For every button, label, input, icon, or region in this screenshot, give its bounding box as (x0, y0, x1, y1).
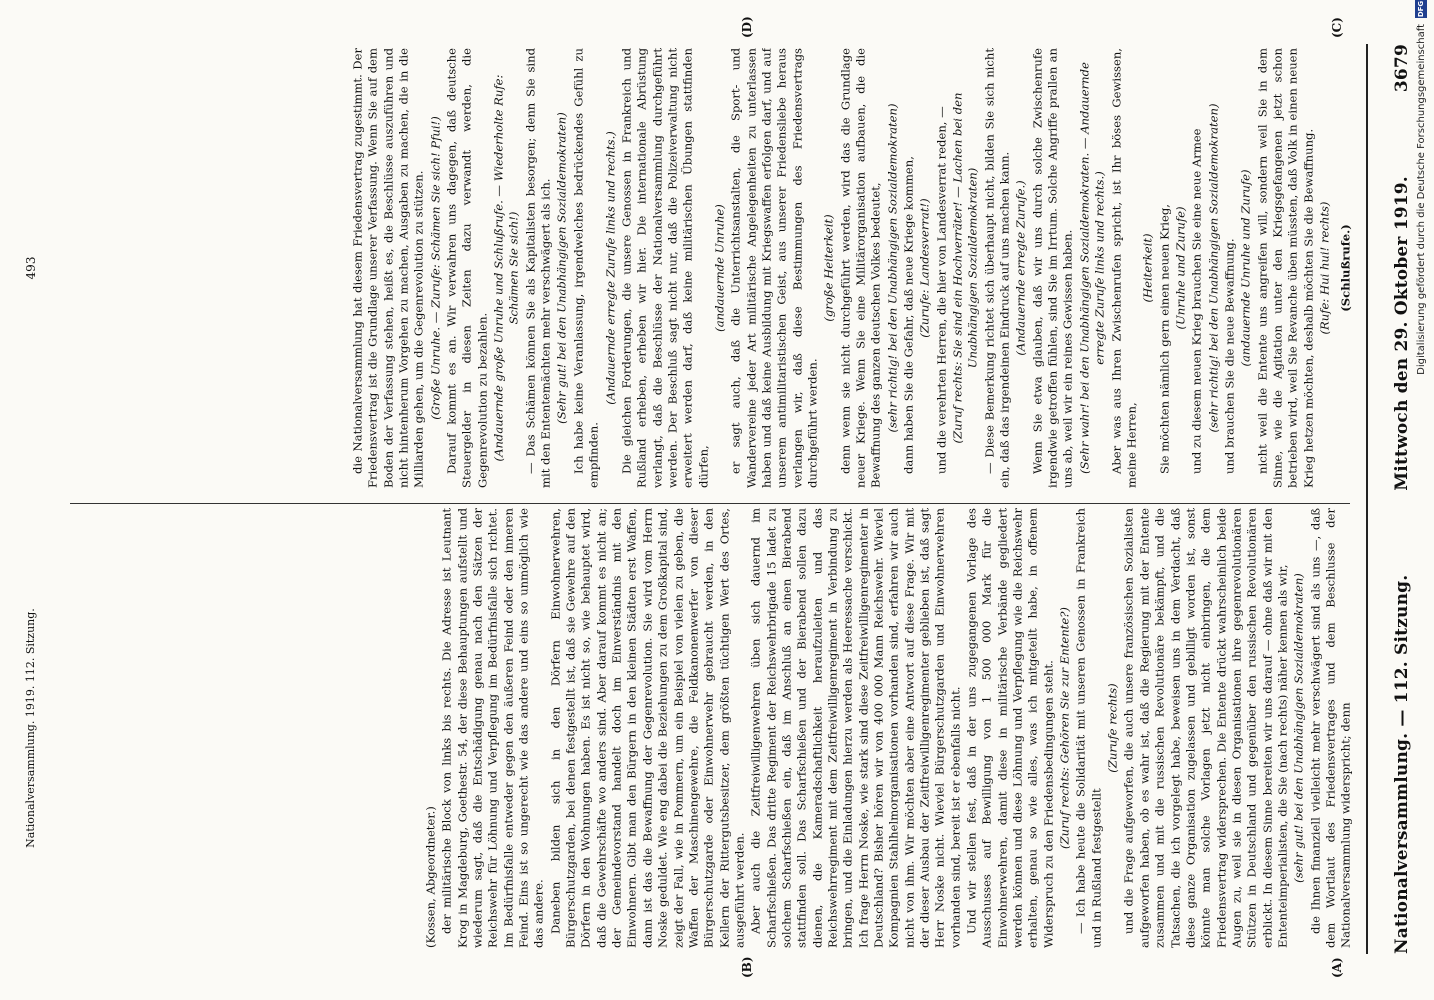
speaker-name: (Kossen, Abgeordneter.) (423, 806, 438, 948)
left-text-column (64, 508, 1354, 948)
paragraph: Wenn Sie etwa glauben, daß wir uns durch solche Zwischenrufe irgendwie getroffen fühlen, sind Sie im Irrtum. Solche Angriffe prallen an uns ab, weil wir ein reines Gewissen haben. (1030, 48, 1075, 488)
paragraph: Aber was aus Ihren Zwischenrufen spricht, ist Ihr böses Gewissen, meine Herren, (1108, 48, 1139, 488)
paragraph: Aber auch die Zeitfreiwilligenwehren üben sich dauernd im Scharfschießen. Das dritte Regiment der Reichswehrbrigade 15 ladet zu solchem Scharfschießen ein, daß im Anschluß an einen Bierabend stattfinden soll. Das Scharfschießen und der Bierabend sollen dazu dienen, die Kameradschaftlichkeit heraufzuleiten und das Reichswehrregiment mit dem Zeitfreiwilligenregiment in Verbindung zu bringen, und die Einladungen hierzu werden als Heeressache verschickt. Ich frage Herrn Noske, wie stark sind diese Zeitfreiwilligenregimenter in Deutschland? Bisher hören wir von 400 000 Mann Reichswehr. Wieviel Kompagnien Stahlhelmorganisationen vorhanden sind, erfahren wir auch nicht von ihm. Wir möchten aber eine Antwort auf diese Frage. Wir mit der dieser Ausbau der Zeitfreiwilligenregimenter geblieben ist, daß sagt Herr Noske nicht. Wieviel Bürgerschutzgarden und Einwohnerwehren vorhanden sind, bereit ist er ebenfalls nicht. (748, 508, 963, 948)
closing-remark: (Schlußrufe.) (1338, 224, 1353, 312)
paragraph: Die gleichen Forderungen, die unsere Genossen in Frankreich und Rußland erheben, erheben wir hier. Die internationale Abrüstung verlangt, daß die Beschlüsse der Nationalversammlung durchgeführt werden. Der Beschluß sagt nicht nur, daß die Polizeiverwaltung nicht erweitert werden darf, daß keine militärischen Übungen stattfinden dürfen, (619, 48, 710, 488)
margin-mark-d: (D) (740, 16, 754, 38)
paragraph: — Ich habe heute die Solidarität mit unseren Genossen in Frankreich und in Rußland festgestellt (1073, 508, 1104, 948)
interjection: (Rufe: Hui hui! rechts) (1317, 201, 1332, 335)
interjection: (Andauernde große Unruhe und Schlußrufe. — Wiederholte Rufe: Schämen Sie sich!) (491, 74, 521, 462)
paragraph: der militärische Block von links bis rechts. Die Adresse ist Leutnant Krog in Magdeburg, Goethestr. 54, der diese Behauptungen aufstellt und wiederum sagt, daß die Entschädigung genau nach den Sätzen der Reichswehr für Löhnung und Verpflegung im Bedürfnisfalle sich richtet. Im Bedürfnisfalle entweder gegen den äußeren Feind oder den inneren Feind. Eins ist so ungerecht wie das andere und eins so unmöglich wie das andere. (439, 508, 546, 948)
side-credit-strip (1405, 0, 1429, 1000)
paragraph: und zu diesem neuen Krieg brauchen Sie eine neue Armee (1189, 128, 1204, 474)
paragraph: Und wir stellen fest, daß in der uns zugegangenen Vorlage des Ausschusses auf Bewilligung von 1 500 000 Mark für die Einwohnerwehren, damit diese in militärische Verbände gegliedert werden können und diese Löhnung und Verpflegung wie die Reichswehr erhalten, genau so wie alles, was ich mitgeteilt habe, in offenem Widerspruch zu den Friedensbedingungen steht. (964, 508, 1056, 948)
interjection: (Zurufe rechts) (1105, 683, 1120, 773)
paragraph: Sie möchten nämlich gern einen neuen Krieg, (1156, 204, 1171, 474)
paragraph: und brauchen Sie die neue Bewaffnung. (1222, 238, 1237, 474)
interjection: (Zuruf rechts: Sie sind ein Hochverräter! — Lachen bei den Unabhängigen Sozialdemokraten) (950, 92, 980, 444)
paragraph: und die verehrten Herren, die hier von Landesverrat reden, — (934, 106, 949, 474)
interjection: (sehr gut! bei den Unabhängigen Sozialdemokraten) (1291, 573, 1306, 883)
interjection: (große Heiterkeit) (821, 214, 836, 322)
interjection: (Andauernde erregte Zurufe links und rechts.) (602, 131, 617, 405)
margin-mark-b: (B) (740, 956, 754, 978)
header-rule (1366, 44, 1368, 954)
interjection: (Unruhe und Zurufe) (1173, 206, 1188, 330)
paragraph: Daneben bilden sich in den Dörfern Einwohnerwehren, Bürgerschutzgarden, bei denen festgestellt ist, daß sie Gewehre auf den Dörfern in den Wohnungen haben. Es ist nicht so, wie behauptet wird, daß die Gewehrschäfte wo anders sind. Aber darauf kommt es nicht an; der Gemeindevorstand handelt doch im Einverständnis mit den Einwohnern. Gibt man den Bürgern in den kleinen Städten erst Waffen, dann ist das die Bewaffnung der Gegenrevolution. Sie wird vom Herrn Noske geduldet. Wie eng dabei die Beziehungen zu dem Großkapital sind, zeigt der Fall, wie in Pommern, um ein Beispiel von vielen zu geben, die Waffen der Maschinengewehre, die Feldkanonenwerfer von dieser Bürgerschutzgarde oder Einwohnerwehr gebraucht werden, in den Kellern der Rittergutsbesitzer, dem größten tüchtigen Wert des Ortes, ausgeführt werden. (548, 508, 747, 948)
header-left-title: Nationalversammlung. — 112. Sitzung. (1392, 574, 1412, 954)
right-text-column (64, 48, 1354, 488)
header-page-number: 3679 (1392, 44, 1412, 93)
paragraph: denn wenn sie nicht durchgeführt werden, wird das die Grundlage neuer Kriege. Wenn Sie eine Militärorganisation aufbauen, die die Bewaffnung des ganzen deutschen Volkes bedeutet, (838, 48, 883, 488)
paragraph: nicht weil die Entente uns angreifen will, sondern weil Sie in dem Sinne, wie die Agitation unter den Kriegsgefangenen jetzt schon betrieben wird, weil Sie Revanche üben müssten, daß Volk in einen neuen Krieg hetzen möchten, deshalb möchten Sie die Bewaffnung. (1254, 48, 1315, 488)
paragraph: Ich habe keine Veranlassung, irgendwelches bedrückendes Gefühl zu empfinden. (571, 48, 601, 488)
interjection: (Heiterkeit) (1140, 233, 1155, 303)
dfg-logo-icon: DFG (1417, 0, 1425, 18)
margin-mark-a: (A) (1330, 957, 1344, 978)
interjection: (andauernde Unruhe und Zurufe) (1238, 169, 1253, 367)
paragraph: er sagt auch, daß die Unterrichtsanstalten, die Sport- und Wandervereine jeder Art militärische Angelegenheiten zu unterlassen haben und daß keine Ausbildung mit Kriegswaffen erfolgen darf, und auf unserem antimilitaristischen Geist, aus unserer Friedensliebe heraus verlangen wir, daß diese Bestimmungen des Friedensvertrags durchgeführt werden. (728, 48, 820, 488)
paragraph: die Ihnen finanziell vielleicht mehr verschwägert sind als uns —, daß dem Wortlaut des Friedensvertrages und dem Beschlusse der Nationalversammlung widerspricht; denn (1307, 508, 1353, 948)
paragraph: Darauf kommt es an. Wir verwahren uns dagegen, daß deutsche Steuergelder in diesen Zeiten dazu verwandt werden, die Gegenrevolution zu bezahlen. (444, 48, 490, 488)
paragraph: dann haben Sie die Gefahr, daß neue Kriege kommen, (901, 156, 916, 474)
interjection: (Große Unruhe. — Zurufe: Schämen Sie sich! Pfui!) (428, 116, 443, 420)
paragraph: und die Frage aufgeworfen, die auch unsere französischen Sozialisten aufgeworfen haben, ob es wahr ist, daß die Regierung mit der Entente zusammen und mit die russischen Revolutionäre bekämpft, und die Tatsachen, die ich vorgelegt habe, beweisen uns in dem Verdacht, daß diese ganze Organisation zugelassen und gebilligt worden ist, sonst könnte man solche Vorlagen jetzt nicht einbringen, die dem Friedensvertrag widersprechen. Die Entente drückt wahrscheinlich beide Augen zu, weil sie in diesen Organisationen ihre gegenrevolutionären Stützen in Deutschland und gegenüber den russischen Revolutionären erblickt. In diesem Sinne bereiten wir uns darauf — ohne daß wir mit den Ententeimperialisten, die Sie (nach rechts) näher kennen als wir, (1121, 508, 1290, 948)
side-credit-text: Digitalisierung gefördert durch die Deutsche Forschungsgemeinschaft (1415, 24, 1427, 375)
interjection: (Zuruf rechts: Gehören Sie zur Entente?) (1057, 607, 1072, 849)
interjection: (Zurufe: Landesverrat!) (917, 198, 932, 338)
interjection: (Sehr gut! bei den Unabhängigen Sozialdemokraten) (554, 112, 569, 424)
footer-page-number: 493 (24, 256, 38, 280)
interjection: (andauernde Unruhe) (712, 204, 727, 332)
paragraph: die Nationalversammlung hat diesem Friedensvertrag zugestimmt. Der Friedensvertrag ist die Grundlage unserer Verfassung. Wenn Sie auf dem Boden der Verfassung stehen, heißt es, die Beschlüsse auszuführen und nicht hintenherum Vorgehen zu machen, Ausgaben zu machen, die in die Milliarden gehen, um die Gegenrevolution zu stützen. (350, 48, 426, 488)
paragraph: — Diese Bemerkung richtet sich überhaupt nicht, bilden Sie sich nicht ein, daß das irgendeinen Eindruck auf uns machen kann. (982, 48, 1012, 488)
interjection: (Andauernde erregte Zurufe.) (1013, 180, 1028, 356)
interjection: (Sehr wahr! bei den Unabhängigen Sozialdemokraten. — Andauernde erregte Zurufe links und rechts.) (1077, 62, 1107, 474)
column-divider (70, 503, 1350, 504)
paragraph: — Das Schämen können Sie als Kapitalisten besorgen; denn Sie sind mit den Ententemächten mehr verschwägert als ich. (523, 48, 553, 488)
header-date: Mittwoch den 29. Oktober 1919. (1392, 176, 1412, 491)
page-footer: Nationalversammlung. 1919. 112. Sitzung. (24, 608, 37, 848)
interjection: (sehr richtig! bei den Unabhängigen Sozialdemokraten) (885, 103, 900, 433)
interjection: (sehr richtig! bei den Unabhängigen Sozialdemokraten) (1205, 103, 1220, 433)
margin-mark-c: (C) (1330, 17, 1344, 38)
